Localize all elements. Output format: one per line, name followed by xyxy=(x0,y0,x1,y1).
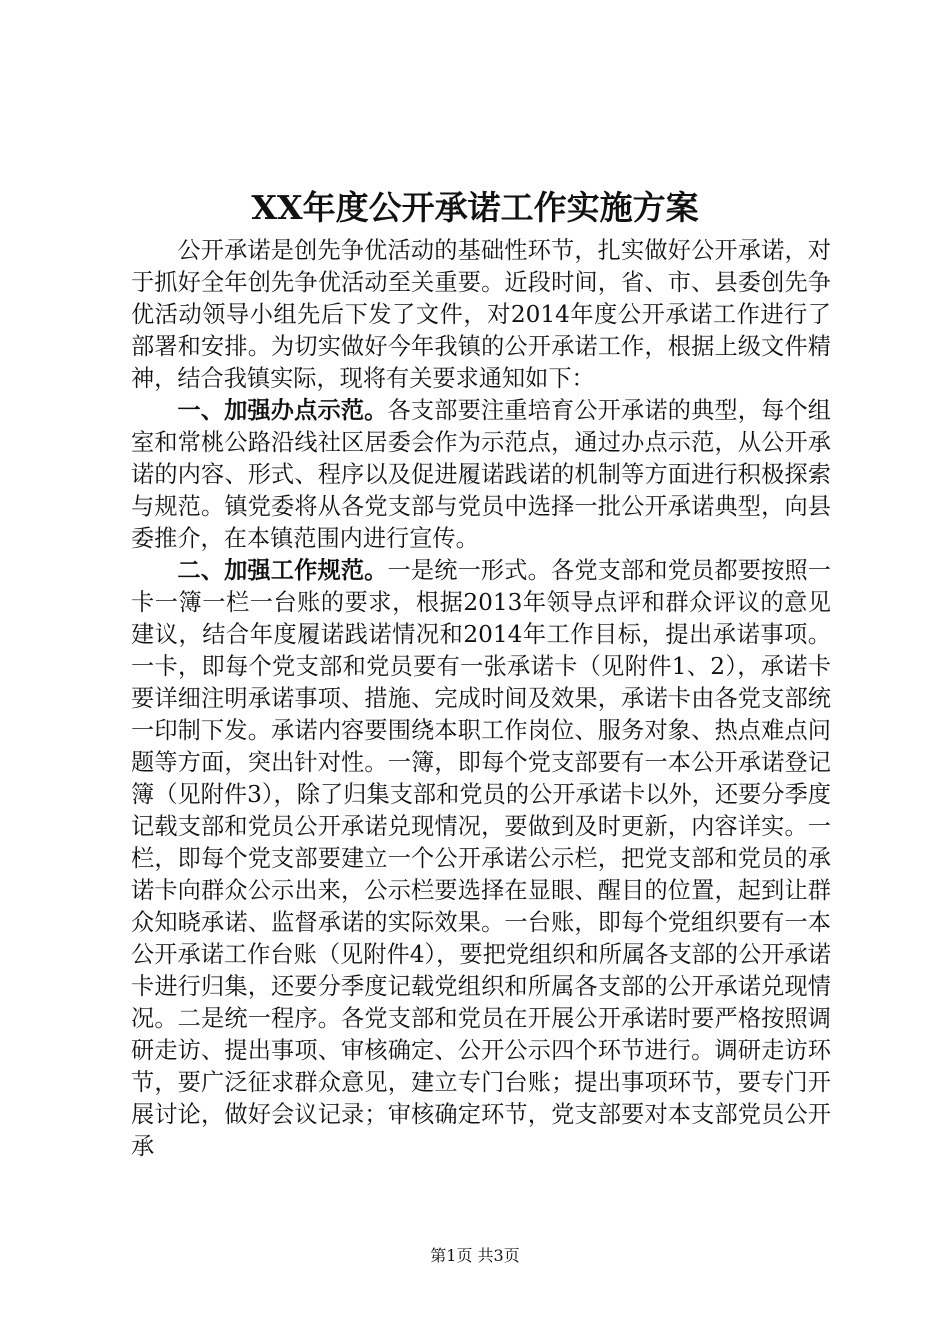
paragraph-lead: 二、加强工作规范。 xyxy=(177,557,388,584)
paragraph-text: 一是统一形式。各党支部和党员都要按照一卡一簿一栏一台账的要求，根据2013年领导点评和群众评议的意见建议，结合年度履诺践诺情况和2014年工作目标，提出承诺事项。一卡，即每个党支部和党员要有一张承诺卡（见附件1、2），承诺卡要详细注明承诺事项、措施、完成时间及效果，承诺卡由各党支部统一印制下发。承诺内容要围绕本职工作岗位、服务对象、热点难点问题等方面，突出针对性。一簿，即每个党支部要有一本公开承诺登记簿（见附件3），除了归集支部和党员的公开承诺卡以外，还要分季度记载支部和党员公开承诺兑现情况，要做到及时更新，内容详实。一栏，即每个党支部要建立一个公开承诺公示栏，把党支部和党员的承诺卡向群众公示出来，公示栏要选择在显眼、醒目的位置，起到让群众知晓承诺、监督承诺的实际效果。一台账，即每个党组织要有一本公开承诺工作台账（见附件4），要把党组织和所属各支部的公开承诺卡进行归集，还要分季度记载党组织和所属各支部的公开承诺兑现情况。二是统一程序。各党支部和党员在开展公开承诺时要严格按照调研走访、提出事项、审核确定、公开公示四个环节进行。调研走访环节，要广泛征求群众意见，建立专门台账；提出事项环节，要专门开展讨论，做好会议记录；审核确定环节，党支部要对本支部党员公开承 xyxy=(131,557,831,1160)
document-title: XX年度公开承诺工作实施方案 xyxy=(251,188,699,227)
paragraph-text: 公开承诺是创先争优活动的基础性环节，扎实做好公开承诺，对于抓好全年创先争优活动至关重要。近段时间，省、市、县委创先争优活动领导小组先后下发了文件，对2014年度公开承诺工作进行了部署和安排。为切实做好今年我镇的公开承诺工作，根据上级文件精神，结合我镇实际，现将有关要求通知如下： xyxy=(131,237,831,392)
page-footer: 第1页 共3页 xyxy=(430,1246,520,1265)
paragraph-text: 各支部要注重培育公开承诺的典型，每个组室和常桃公路沿线社区居委会作为示范点，通过办点示范，从公开承诺的内容、形式、程序以及促进履诺践诺的机制等方面进行积极探索与规范。镇党委将从各党支部与党员中选择一批公开承诺典型，向县委推介，在本镇范围内进行宣传。 xyxy=(131,397,831,552)
paragraph-section-1 xyxy=(131,395,831,555)
document-body xyxy=(131,235,831,1163)
paragraph-intro xyxy=(131,235,831,395)
paragraph-section-2 xyxy=(131,555,831,1163)
paragraph-lead: 一、加强办点示范。 xyxy=(177,397,388,424)
